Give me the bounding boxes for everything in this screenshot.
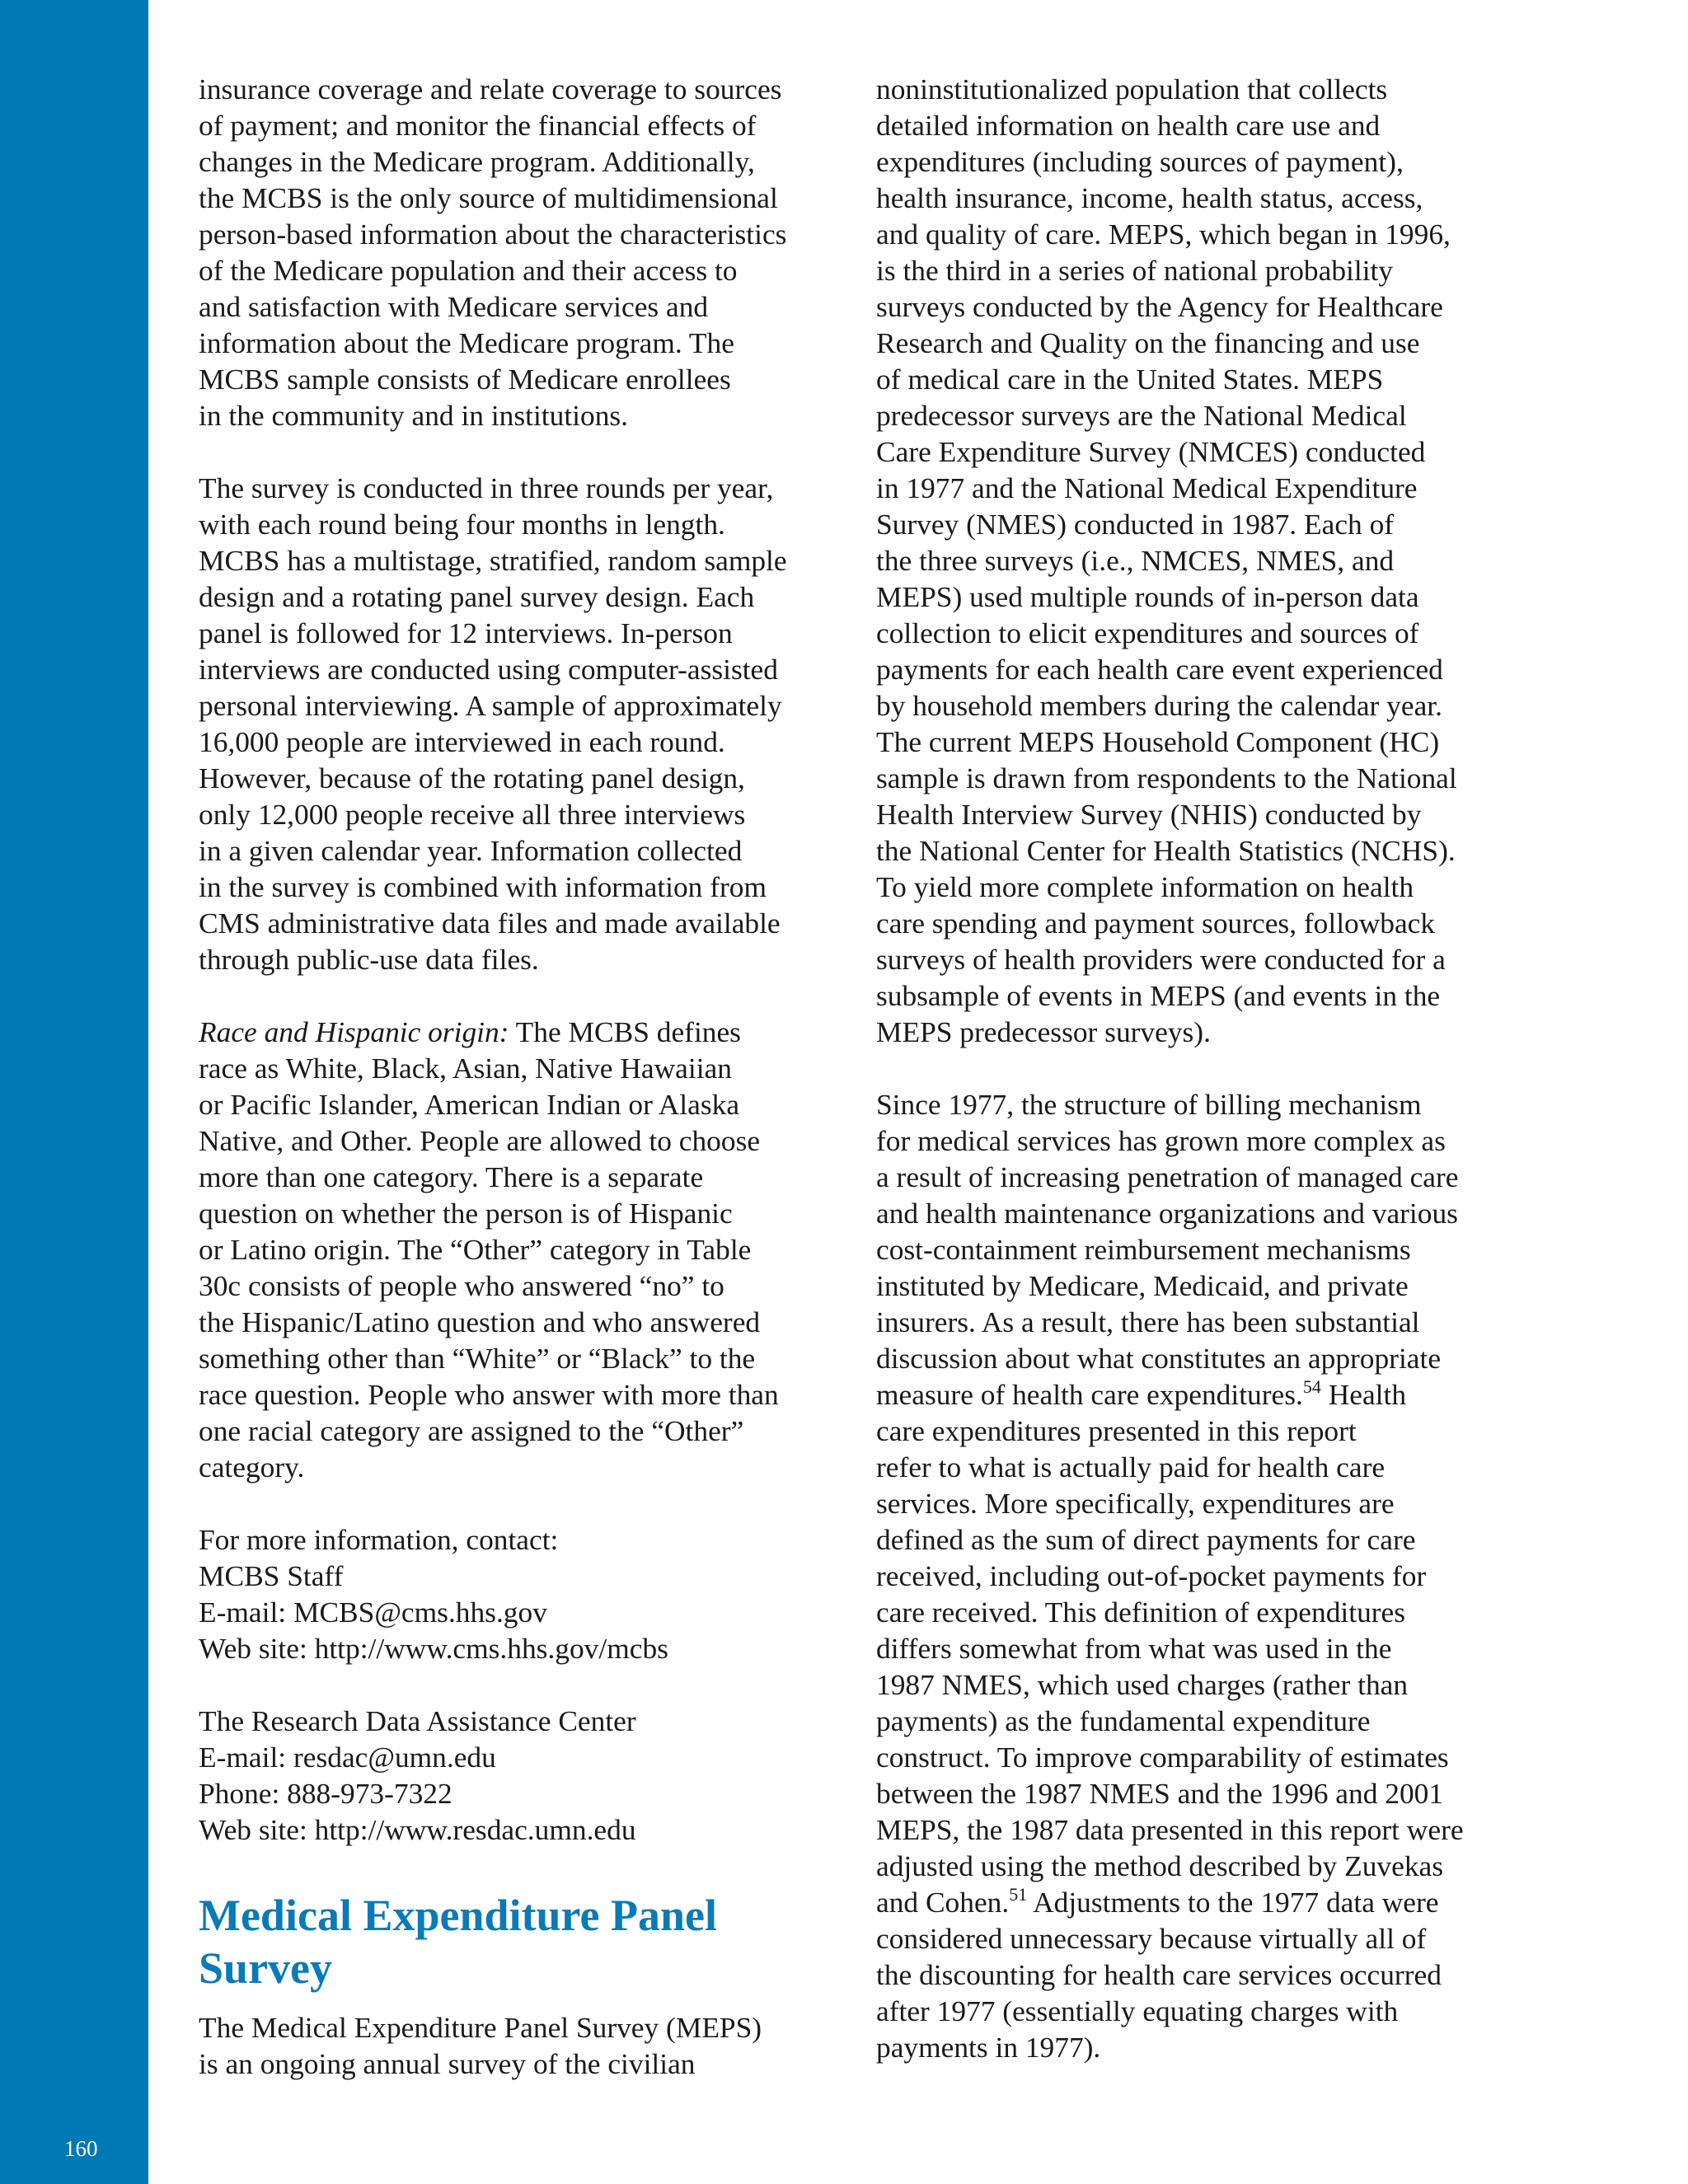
text-line: sample is drawn from respondents to the National xyxy=(876,762,1457,794)
text-line: changes in the Medicare program. Additionally, xyxy=(199,145,755,178)
text-line: Native, and Other. People are allowed to choose xyxy=(199,1124,761,1157)
resdac-contact-block xyxy=(199,1703,825,1848)
text-line: MEPS) used multiple rounds of in-person data xyxy=(876,580,1419,613)
text-line: more than one category. There is a separate xyxy=(199,1160,704,1193)
text-line: MCBS has a multistage, stratified, random sample xyxy=(199,544,787,577)
text-line: instituted by Medicare, Medicaid, and private xyxy=(876,1269,1409,1302)
text-line: through public-use data files. xyxy=(199,943,539,976)
text-line: information about the Medicare program. The xyxy=(199,326,734,359)
footnote-ref-54: 54 xyxy=(1302,1376,1321,1397)
text-line: 1987 NMES, which used charges (rather than xyxy=(876,1668,1409,1701)
text-line: and quality of care. MEPS, which began in 1996, xyxy=(876,218,1451,251)
text-line: of payment; and monitor the financial effects of xyxy=(199,109,757,142)
text-line: MEPS, the 1987 data presented in this report were xyxy=(876,1813,1464,1846)
text-line: in a given calendar year. Information collected xyxy=(199,834,743,867)
text-line: and satisfaction with Medicare services and xyxy=(199,290,709,323)
text-line: MEPS predecessor surveys). xyxy=(876,1015,1211,1048)
text-line: between the 1987 NMES and the 1996 and 2001 xyxy=(876,1777,1444,1810)
text-line: one racial category are assigned to the “Other” xyxy=(199,1414,744,1447)
text-line: for medical services has grown more complex as xyxy=(876,1124,1446,1157)
text-line: is an ongoing annual survey of the civilian xyxy=(199,2047,696,2080)
text-line: in 1977 and the National Medical Expenditure xyxy=(876,471,1418,504)
footnote-ref-51: 51 xyxy=(1009,1884,1028,1905)
text-line: health insurance, income, health status, access, xyxy=(876,181,1423,214)
text-line: defined as the sum of direct payments for care xyxy=(876,1523,1416,1556)
text-line: surveys of health providers were conducted for a xyxy=(876,943,1446,976)
text-line: The Research Data Assistance Center xyxy=(199,1704,636,1737)
text-line: Phone: 888-973-7322 xyxy=(199,1777,452,1810)
text-line: CMS administrative data files and made available xyxy=(199,907,781,940)
text-line: surveys conducted by the Agency for Healthcare xyxy=(876,290,1443,323)
text-line: in the survey is combined with information from xyxy=(199,870,767,903)
text-line: The current MEPS Household Component (HC) xyxy=(876,725,1440,758)
text-line: MCBS Staff xyxy=(199,1559,344,1592)
race-paragraph-first-line: Race and Hispanic origin: The MCBS defines xyxy=(199,1015,741,1048)
text-line: care spending and payment sources, followback xyxy=(876,907,1436,940)
text-line: only 12,000 people receive all three interviews xyxy=(199,798,746,831)
race-hispanic-origin-paragraph xyxy=(199,1014,825,1485)
text-line: by household members during the calendar year. xyxy=(876,689,1442,722)
text-line: received, including out-of-pocket payments for xyxy=(876,1559,1427,1592)
text-line: However, because of the rotating panel design, xyxy=(199,762,745,794)
text-line: cost-containment reimbursement mechanisms xyxy=(876,1233,1411,1266)
text-line: race as White, Black, Asian, Native Hawaiian xyxy=(199,1052,732,1085)
race-hispanic-origin-label: Race and Hispanic origin: xyxy=(199,1015,509,1048)
citation-51-line: and Cohen.$^{51}$ Adjustments to the 1977 data were xyxy=(876,1884,1439,1919)
text-line: is the third in a series of national probability xyxy=(876,254,1394,287)
text-line: personal interviewing. A sample of approximately xyxy=(199,689,782,722)
text-line: insurance coverage and relate coverage to sources xyxy=(199,73,782,105)
text-line: Medical Expenditure Panel xyxy=(199,1891,717,1940)
text-line: To yield more complete information on health xyxy=(876,870,1414,903)
text-line: E-mail: resdac@umn.edu xyxy=(199,1741,496,1774)
text-line: care received. This definition of expenditures xyxy=(876,1596,1406,1629)
text-line: the discounting for health care services occurred xyxy=(876,1958,1442,1991)
text-line: Research and Quality on the financing and use xyxy=(876,326,1420,359)
text-line: refer to what is actually paid for health care xyxy=(876,1451,1386,1483)
mcbs-purpose-paragraph xyxy=(199,71,825,434)
meps-description-paragraph xyxy=(876,71,1503,1050)
text-line: Health Interview Survey (NHIS) conducted by xyxy=(876,798,1422,831)
text-line: question on whether the person is of Hispanic xyxy=(199,1197,733,1230)
text-line: care expenditures presented in this report xyxy=(876,1414,1357,1447)
mcbs-survey-design-paragraph xyxy=(199,470,825,977)
text-line: a result of increasing penetration of managed care xyxy=(876,1160,1459,1193)
text-line: 16,000 people are interviewed in each round. xyxy=(199,725,725,758)
text-line: Web site: http://www.resdac.umn.edu xyxy=(199,1813,636,1846)
text-line: Survey (NMES) conducted in 1987. Each of xyxy=(876,508,1395,541)
text-line: after 1977 (essentially equating charges with xyxy=(876,1994,1399,2027)
text-line: 30c consists of people who answered “no” to xyxy=(199,1269,724,1302)
text-line: For more information, contact: xyxy=(199,1523,559,1556)
text-line: interviews are conducted using computer-assisted xyxy=(199,653,778,686)
mcbs-contact-block xyxy=(199,1521,825,1666)
meps-section-heading xyxy=(199,1889,825,1994)
text-line: payments in 1977). xyxy=(876,2031,1101,2064)
text-line: expenditures (including sources of payment), xyxy=(876,145,1404,178)
text-line: payments for each health care event experienced xyxy=(876,653,1443,686)
text-line: construct. To improve comparability of estimates xyxy=(876,1741,1449,1774)
text-line: noninstitutionalized population that collects xyxy=(876,73,1388,105)
text-line: insurers. As a result, there has been substantial xyxy=(876,1305,1420,1338)
text-line: payments) as the fundamental expenditure xyxy=(876,1704,1371,1737)
text-line: category. xyxy=(199,1451,305,1483)
text-line: considered unnecessary because virtually all of xyxy=(876,1922,1427,1955)
text-line: and health maintenance organizations and various xyxy=(876,1197,1458,1230)
text-line: the National Center for Health Statistics (NCHS). xyxy=(876,834,1456,867)
text-line: services. More specifically, expenditures are xyxy=(876,1487,1395,1520)
text-line: the MCBS is the only source of multidimensional xyxy=(199,181,778,214)
text-line: with each round being four months in length. xyxy=(199,508,725,541)
text-line: differs somewhat from what was used in the xyxy=(876,1632,1392,1665)
right-column xyxy=(876,71,1503,2065)
left-sidebar-bar xyxy=(0,0,148,2184)
text-line: detailed information on health care use and xyxy=(876,109,1381,142)
text-line: collection to elicit expenditures and sources of xyxy=(876,616,1419,649)
footnote-54-line: measure of health care expenditures.$^{54}$ Health xyxy=(876,1376,1407,1411)
text-line: person-based information about the characteristics xyxy=(199,218,787,251)
text-line: race question. People who answer with more than xyxy=(199,1378,779,1411)
text-line: the Hispanic/Latino question and who answered xyxy=(199,1305,761,1338)
text-line: panel is followed for 12 interviews. In-person xyxy=(199,616,733,649)
text-line: of the Medicare population and their access to xyxy=(199,254,738,287)
text-line: or Pacific Islander, American Indian or Alaska xyxy=(199,1088,740,1121)
meps-intro-paragraph xyxy=(199,2009,825,2082)
text-line: Survey xyxy=(199,1943,332,1993)
text-line: Care Expenditure Survey (NMCES) conducted xyxy=(876,435,1426,468)
text-line: the three surveys (i.e., NMCES, NMES, and xyxy=(876,544,1395,577)
billing-mechanism-paragraph xyxy=(876,1086,1503,2065)
text-line: in the community and in institutions. xyxy=(199,399,629,432)
text-line: discussion about what constitutes an appropriate xyxy=(876,1342,1442,1375)
text-line: subsample of events in MEPS (and events in the xyxy=(876,979,1441,1012)
text-line: Web site: http://www.cms.hhs.gov/mcbs xyxy=(199,1632,668,1665)
left-column xyxy=(199,71,825,2082)
text-line: The survey is conducted in three rounds per year, xyxy=(199,471,774,504)
text-line: or Latino origin. The “Other” category in Table xyxy=(199,1233,752,1266)
text-line: Since 1977, the structure of billing mechanism xyxy=(876,1088,1422,1121)
text-line: something other than “White” or “Black” to the xyxy=(199,1342,756,1375)
text-line: design and a rotating panel survey design. Each xyxy=(199,580,755,613)
text-line: E-mail: MCBS@cms.hhs.gov xyxy=(199,1596,547,1629)
text-line: adjusted using the method described by Zuvekas xyxy=(876,1849,1443,1882)
page-number: 160 xyxy=(64,2136,98,2161)
text-line: predecessor surveys are the National Medical xyxy=(876,399,1407,432)
text-line: MCBS sample consists of Medicare enrollees xyxy=(199,363,731,396)
text-line: The Medical Expenditure Panel Survey (MEPS) xyxy=(199,2011,762,2044)
text-line: of medical care in the United States. MEPS xyxy=(876,363,1384,396)
